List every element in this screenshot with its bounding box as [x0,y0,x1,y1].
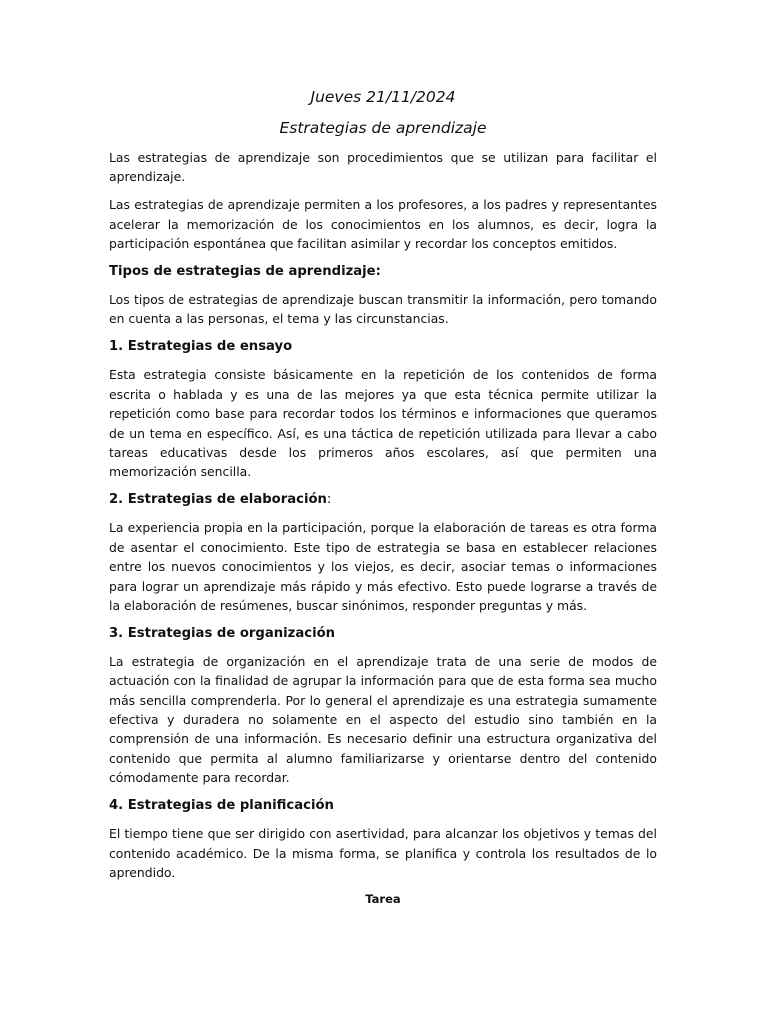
document-page [109,86,657,918]
section-heading-organizacion [109,624,657,644]
intro-paragraph: Las estrategias de aprendizaje permiten a los profesores, a los padres y representantes acelerar la memorización de los conocimientos en los alumnos, es decir, logra la participación espontánea que facilitan asimilar y recordar los conceptos emitidos. [109,197,657,252]
section-heading-elaboracion [109,490,657,510]
types-paragraph: Los tipos de estrategias de aprendizaje buscan transmitir la información, pero tomando en cuenta a las personas, el tema y las circunstancias. [109,292,657,327]
intro-paragraph: Las estrategias de aprendizaje son procedimientos que se utilizan para facilitar el aprendizaje. [109,150,657,185]
section-body-planificacion: El tiempo tiene que ser dirigido con asertividad, para alcanzar los objetivos y temas del contenido académico. De la misma forma, se planifica y controla los resultados de lo aprendido. [109,826,657,880]
section-body-organizacion: La estrategia de organización en el aprendizaje trata de una serie de modos de actuación con la finalidad de agrupar la información para que de esta forma sea mucho más sencilla comprenderla. Por lo general el aprendizaje es una estrategia sumamente efectiva y duradera no solamente en el aspecto del estudio sino también en la comprensión de una información. Es necesario definir una estructura organizativa del contenido que permita al alumno familiarizarse y orientarse dentro del contenido cómodamente para recordar. [109,653,657,786]
document-title: Estrategias de aprendizaje [279,119,487,137]
section-body-ensayo: Esta estrategia consiste básicamente en la repetición de los contenidos de forma escrita o hablada y es una de las mejores ya que esta técnica permite utilizar la repetición como base para recordar todos los términos e informaciones que queramos de un tema en específico. Así, es una táctica de repetición utilizada para llevar a cabo tareas educativas desde los primeros años escolares, así que permiten una memorización sencilla. [109,367,657,480]
section-heading-label: 4. Estrategias de planificación [109,798,334,814]
section-heading-ensayo [109,337,657,357]
section-heading-label: 2. Estrategias de elaboración [109,492,327,508]
document-date: Jueves 21/11/2024 [310,88,456,106]
footer-label: Tarea [365,891,401,906]
section-heading-planificacion [109,796,657,816]
section-heading-label: 1. Estrategias de ensayo [109,339,293,355]
section-body-elaboracion: La experiencia propia en la participación, porque la elaboración de tareas es otra forma de asentar el conocimiento. Este tipo de estrategia se basa en establecer relaciones entre los nuevos conocimientos y los viejos, es decir, asociar temas o informaciones para lograr un aprendizaje más rápido y más efectivo. Esto puede lograrse a través de la elaboración de resúmenes, buscar sinónimos, responder preguntas y más. [109,520,657,613]
section-heading-suffix: : [326,492,332,508]
section-heading-label: 3. Estrategias de organización [109,625,336,641]
types-heading: Tipos de estrategias de aprendizaje: [109,264,381,280]
